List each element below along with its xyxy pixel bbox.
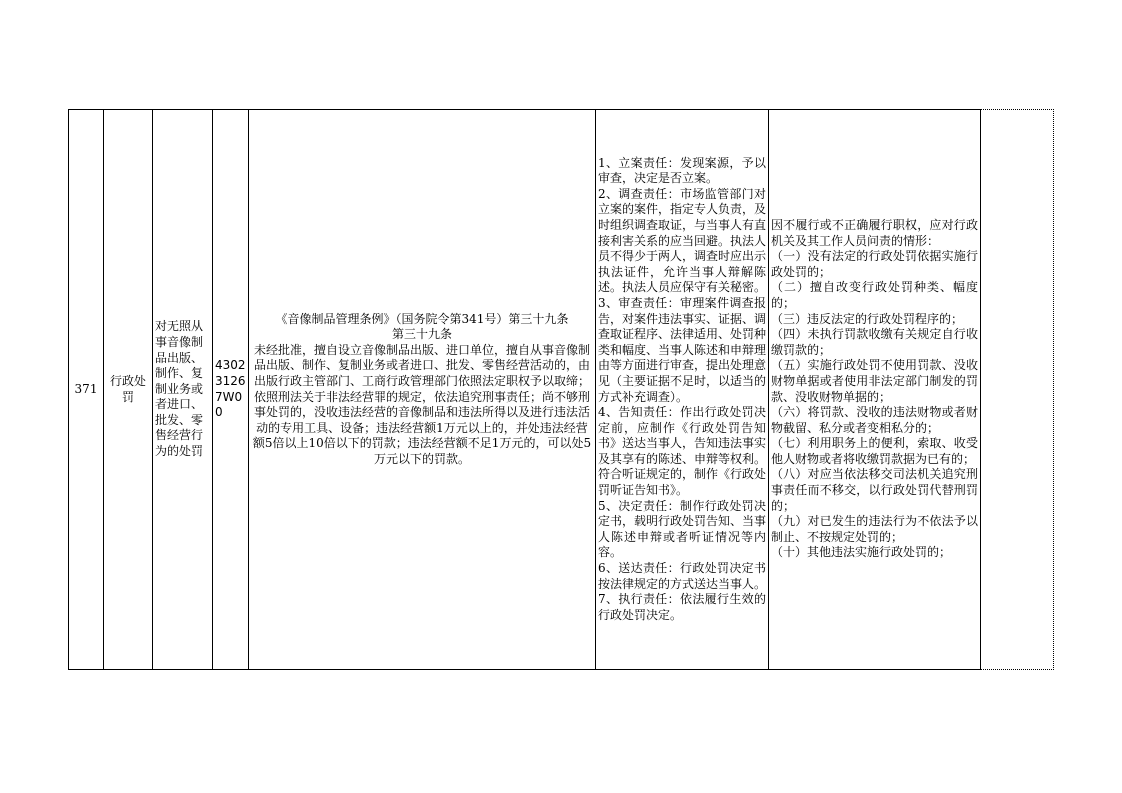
document-sheet (68, 109, 1053, 670)
table-row (69, 110, 1054, 670)
item-name-cell (153, 110, 213, 670)
accountability-item: （二）擅自改变行政处罚种类、幅度的； (771, 280, 978, 310)
remarks-cell (981, 110, 1054, 670)
responsibility-cell (596, 110, 769, 670)
responsibility-item: 1、立案责任：发现案源，予以审查，决定是否立案。 (598, 155, 766, 186)
responsibility-item: 2、调查责任：市场监管部门对立案的案件，指定专人负责，及时组织调查取证，与当事人有直接利害关系的应当回避。执法人员不得少于两人，调查时应出示执法证件，允许当事人辩解陈述。执法人员应保守有关秘密。 (598, 186, 767, 295)
row-number-cell (69, 110, 104, 670)
accountability-intro: 因不履行或不正确履行职权，应对行政机关及其工作人员问责的情形： (771, 217, 978, 248)
accountability-cell (769, 110, 981, 670)
row-number: 371 (74, 381, 98, 396)
power-type: 行政处罚 (109, 373, 146, 404)
responsibility-item: 3、审查责任：审理案件调查报告，对案件违法事实、证据、调查取证程序、法律适用、处罚种类和幅度、当事人陈述和申辩理由等方面进行审查，提出处理意见（主要证据不足时，以适当的方式补充调查）。 (598, 295, 767, 404)
responsibility-item: 6、送达责任：行政处罚决定书按法律规定的方式送达当事人。 (598, 561, 767, 591)
responsibility-item: 4、告知责任：作出行政处罚决定前，应制作《行政处罚告知书》送达当事人，告知违法事实及其享有的陈述、申辩等权利。符合听证规定的，制作《行政处罚听证告知书》。 (598, 405, 767, 498)
accountability-item: （十）其他违法实施行政处罚的； (771, 545, 952, 560)
responsibility-item: 7、执行责任：依法履行生效的行政处罚决定。 (598, 592, 766, 622)
accountability-item: （一）没有法定的行政处罚依据实施行政处罚的； (771, 249, 978, 279)
basis-text: 未经批准，擅自设立音像制品出版、进口单位，擅自从事音像制品出版、制作、复制业务或者进口、批发、零售经营活动的，由出版行政主管部门、工商行政管理部门依照法定职权予以取缔；依照刑法关于非法经营罪的规定，依法追究刑事责任；尚不够刑事处罚的，没收违法经营的音像制品和违法所得以及进行违法活动的专用工具、设备；违法经营额1万元以上的，并处违法经营额5倍以上10倍以下的罚款；违法经营额不足1万元的，可以处5万元以下的罚款。 (252, 342, 592, 466)
item-code-cell (213, 110, 249, 670)
accountability-item: （六）将罚款、没收的违法财物或者财物截留、私分或者变相私分的； (771, 405, 978, 435)
basis-article: 第三十九条 (391, 327, 452, 342)
accountability-item: （五）实施行政处罚不使用罚款、没收财物单据或者使用非法定部门制发的罚款、没收财物单据的； (771, 358, 978, 404)
responsibility-item: 5、决定责任：制作行政处罚决定书，载明行政处罚告知、当事人陈述申辩或者听证情况等内容。 (598, 498, 767, 560)
power-list-table (68, 109, 1054, 670)
accountability-item: （三）违反法定的行政处罚程序的； (771, 311, 964, 326)
accountability-item: （九）对已发生的违法行为不依法予以制止、不按规定处罚的； (771, 514, 978, 544)
item-code: 43023126 7W00 (215, 358, 246, 420)
legal-basis-cell (249, 110, 596, 670)
power-type-cell (104, 110, 153, 670)
accountability-item: （八）对应当依法移交司法机关追究刑事责任而不移交，以行政处罚代替刑罚的； (771, 467, 978, 513)
basis-title: 《音像制品管理条例》（国务院令第341号）第三十九条 (275, 311, 569, 326)
accountability-item: （七）利用职务上的便利，索取、收受他人财物或者将收缴罚款据为已有的； (771, 436, 978, 466)
item-name: 对无照从事音像制品出版、制作、复制业务或者进口、批发、零售经营行为的处罚 (155, 319, 204, 459)
accountability-item: （四）未执行罚款收缴有关规定自行收缴罚款的； (771, 327, 978, 357)
